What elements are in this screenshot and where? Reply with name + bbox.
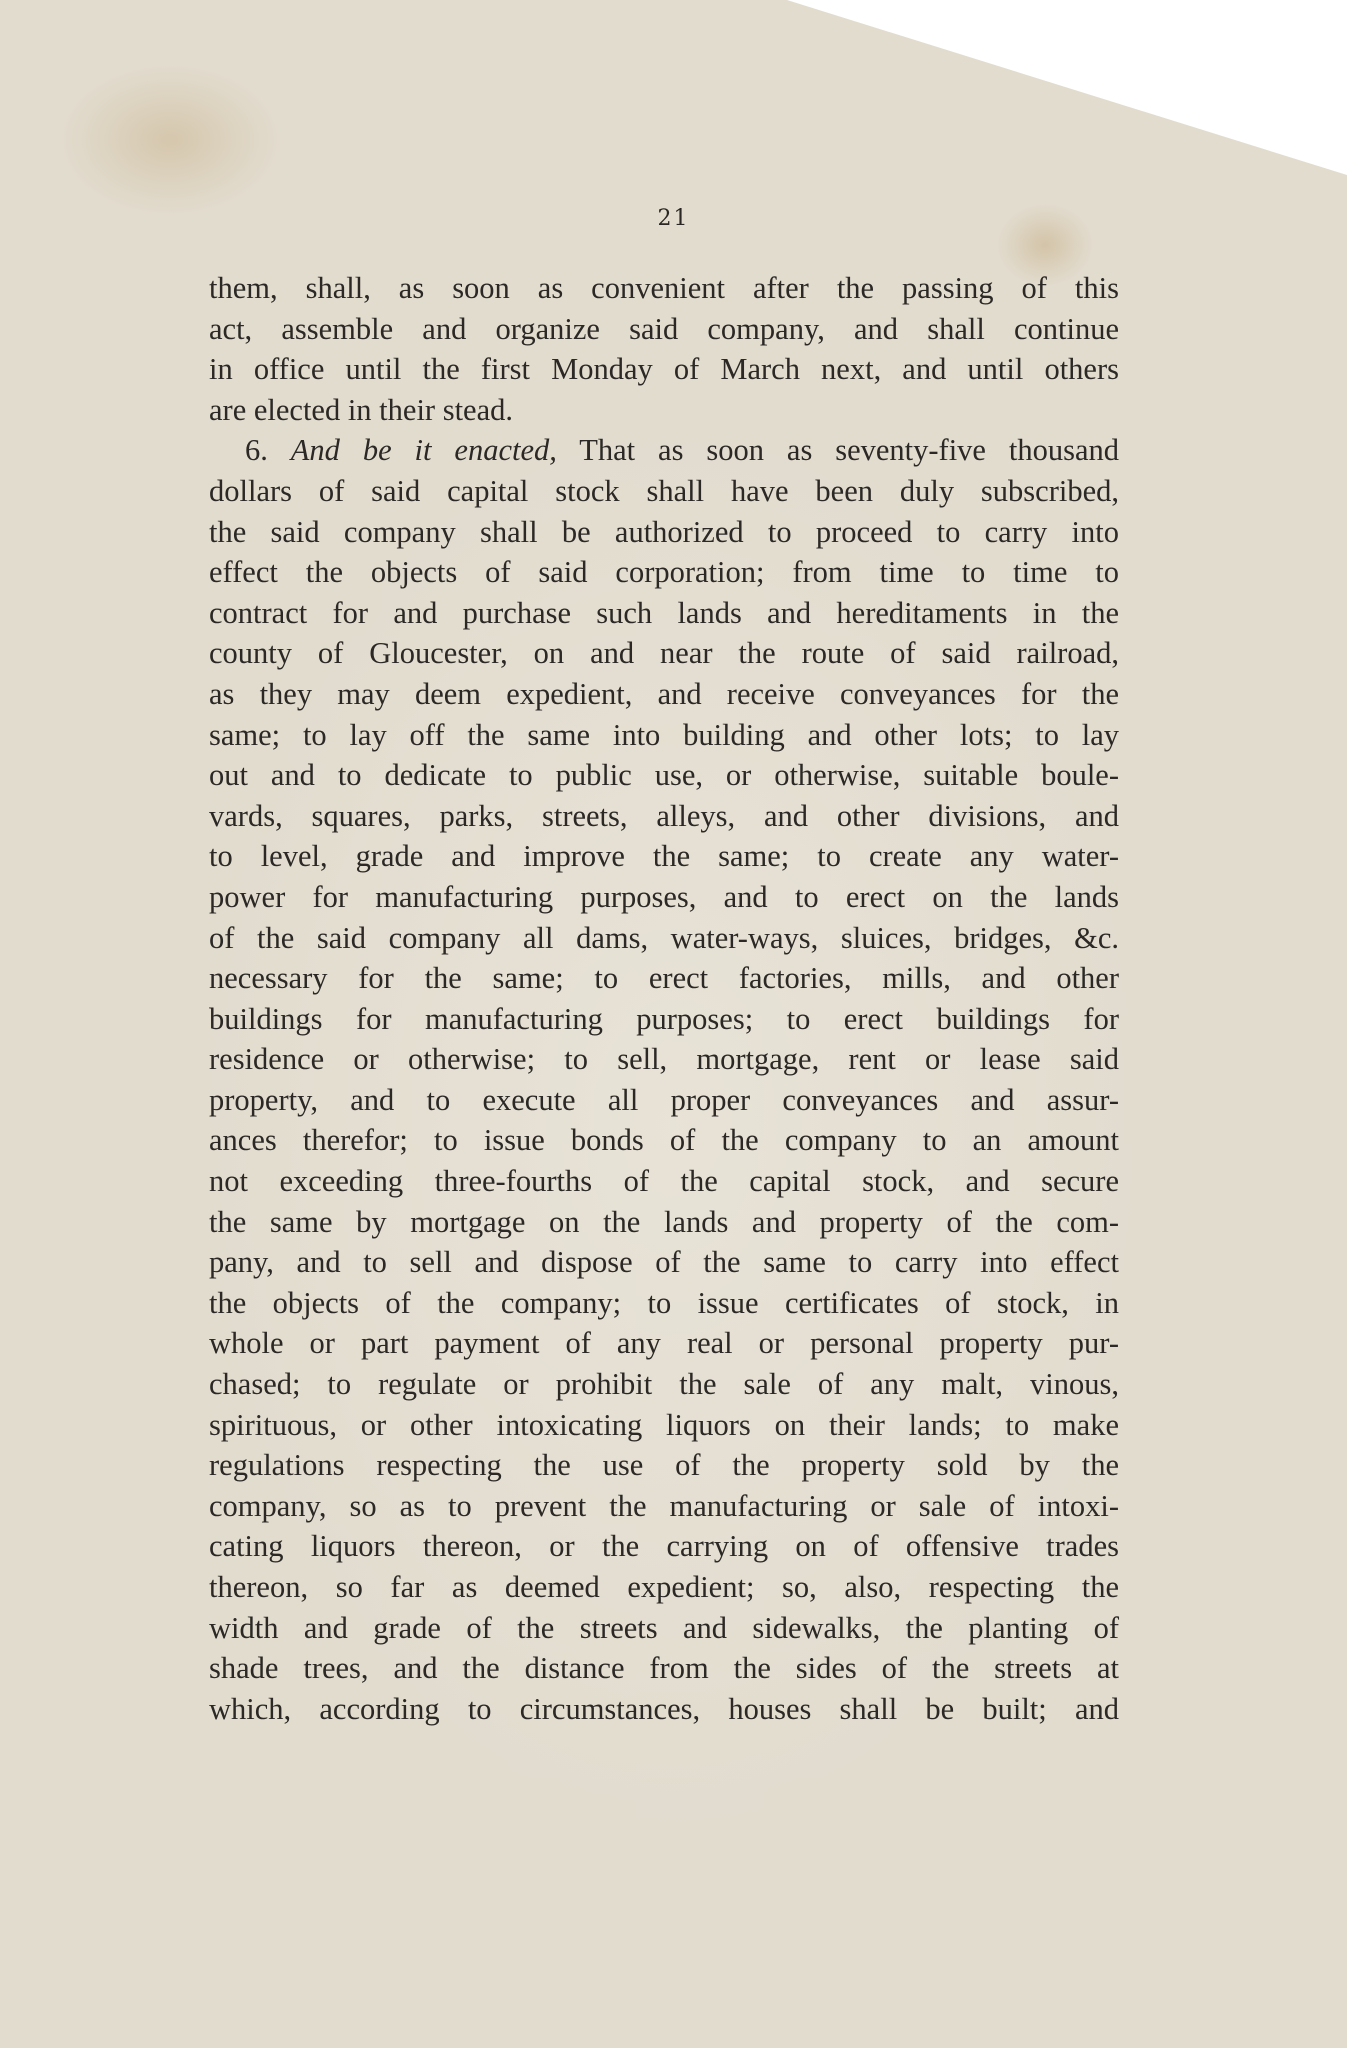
text-line: width and grade of the streets and sidewalks, the planting of <box>209 1610 1119 1645</box>
text-line: county of Gloucester, on and near the route of said railroad, <box>209 636 1119 671</box>
section-number: 6. <box>245 433 268 468</box>
text-line: as they may deem expedient, and receive conveyances for the <box>209 676 1119 711</box>
text-line: to level, grade and improve the same; to create any water- <box>209 839 1119 874</box>
text-line: necessary for the same; to erect factories, mills, and other <box>209 961 1119 996</box>
text-line: same; to lay off the same into building and other lots; to lay <box>209 717 1119 752</box>
text-line: power for manufacturing purposes, and to erect on the lands <box>209 879 1119 914</box>
body-text <box>209 268 1119 1729</box>
text-line: out and to dedicate to public use, or otherwise, suitable boule- <box>209 758 1119 793</box>
text-line: them, shall, as soon as convenient after the passing of this <box>209 271 1119 305</box>
text-line: shade trees, and the distance from the sides of the streets at <box>209 1651 1119 1686</box>
text-line: buildings for manufacturing purposes; to erect buildings for <box>209 1001 1119 1036</box>
text-line: the same by mortgage on the lands and property of the com- <box>209 1204 1119 1239</box>
text-line: thereon, so far as deemed expedient; so, also, respecting the <box>209 1570 1119 1604</box>
text-line: cating liquors thereon, or the carrying on of offensive trades <box>209 1529 1119 1564</box>
text-line: ances therefor; to issue bonds of the company to an amount <box>209 1123 1119 1158</box>
section-first-line-text: That as soon as seventy-five thousand <box>579 433 1120 468</box>
text-line: of the said company all dams, water-ways, sluices, bridges, &c. <box>209 920 1119 955</box>
text-line: not exceeding three-fourths of the capital stock, and secure <box>209 1164 1119 1199</box>
text-line: dollars of said capital stock shall have been duly subscribed, <box>209 473 1119 508</box>
page-number: 21 <box>657 206 690 231</box>
text-line: the said company shall be authorized to proceed to carry into <box>209 514 1119 549</box>
text-line: pany, and to sell and dispose of the same to carry into effect <box>209 1245 1119 1280</box>
text-line: act, assemble and organize said company, and shall continue <box>209 311 1119 346</box>
text-line: spirituous, or other intoxicating liquors on their lands; to make <box>209 1407 1119 1442</box>
enacting-clause: And be it enacted, <box>290 433 557 468</box>
text-line: effect the objects of said corporation; from time to time to <box>209 555 1119 590</box>
text-line: in office until the first Monday of March next, and until others <box>209 352 1119 387</box>
text-line: residence or otherwise; to sell, mortgage, rent or lease said <box>209 1042 1119 1077</box>
text-line: which, according to circumstances, houses shall be built; and <box>209 1691 1119 1726</box>
text-line: vards, squares, parks, streets, alleys, and other divisions, and <box>209 798 1119 833</box>
torn-corner <box>787 0 1347 175</box>
text-line: the objects of the company; to issue certificates of stock, in <box>209 1285 1119 1320</box>
text-line: company, so as to prevent the manufacturing or sale of intoxi- <box>209 1488 1119 1523</box>
text-line: are elected in their stead. <box>209 392 513 427</box>
text-line: whole or part payment of any real or personal property pur- <box>209 1326 1119 1361</box>
section-6-first-line <box>209 430 1119 471</box>
text-line: contract for and purchase such lands and hereditaments in the <box>209 595 1119 630</box>
text-line: chased; to regulate or prohibit the sale of any malt, vinous, <box>209 1367 1119 1402</box>
text-line: property, and to execute all proper conveyances and assur- <box>209 1082 1119 1117</box>
text-line: regulations respecting the use of the property sold by the <box>209 1448 1119 1483</box>
